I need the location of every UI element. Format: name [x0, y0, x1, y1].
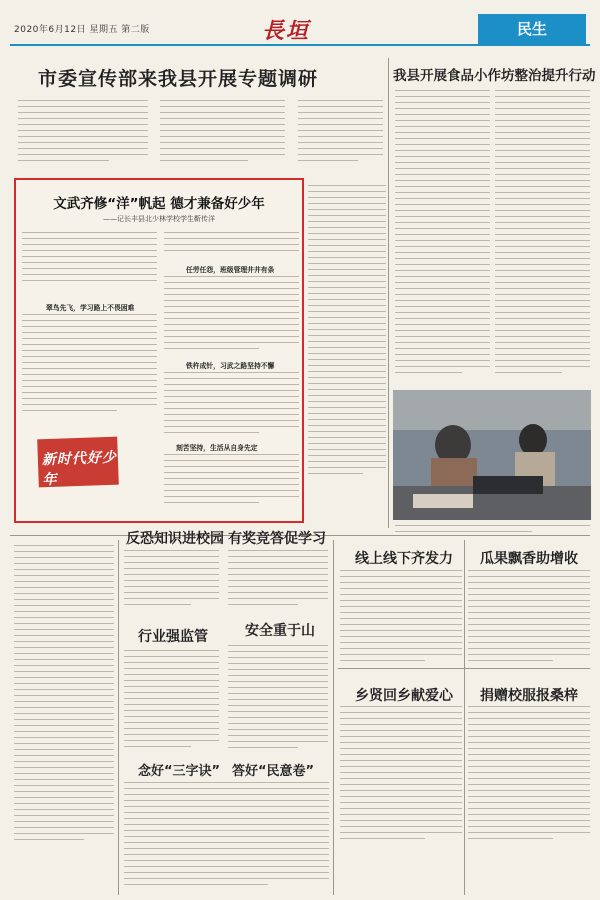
main-article-col3	[298, 100, 383, 166]
lower-divider-2	[333, 540, 334, 895]
village-worthies-text	[340, 706, 462, 844]
online-offline-text	[340, 570, 462, 666]
lower-divider-3	[464, 540, 465, 895]
article-title-village-worthies: 乡贤回乡献爱心	[355, 688, 453, 704]
main-article-col1	[18, 100, 148, 166]
article-title-public-opinion: 答好“民意卷”	[232, 764, 315, 779]
section-label: 民生	[478, 14, 586, 44]
feature-subhead-2: 任劳任怨，班级管理井井有条	[186, 266, 275, 274]
article-title-online-offline: 线上线下齐发力	[355, 551, 453, 567]
column-divider	[388, 58, 389, 528]
main-article-col3b	[308, 185, 386, 479]
article-title-fruit: 瓜果飘香助增收	[480, 551, 578, 567]
good-youth-stamp	[37, 437, 119, 488]
main-headline: 市委宣传部来我县开展专题调研	[38, 68, 319, 90]
right-article-col2	[495, 90, 590, 378]
issue-date: 2020年6月12日 星期五 第二版	[14, 25, 150, 35]
safety-text	[228, 645, 328, 753]
three-words-text	[124, 782, 329, 890]
sewing-workshop-photo	[393, 390, 591, 520]
article-title-three-words: 念好“三字诀”	[138, 764, 221, 779]
feature-subhead-1: 翠鸟先飞，学习路上不畏困难	[46, 304, 135, 312]
feature-col1-text	[22, 232, 157, 286]
header-rule	[10, 44, 590, 46]
feature-subhead-3: 铁杵成针，习武之路坚持不懈	[186, 362, 275, 370]
uniform-donation-text	[468, 706, 590, 844]
feature-subhead-4: 刻苦坚持，生活从自身先定	[176, 444, 258, 452]
article-title-uniform-donation: 捐赠校服报桑梓	[480, 688, 578, 704]
feature-col2-text4	[164, 454, 299, 508]
anti-terror-text	[124, 550, 219, 610]
article-title-safety: 安全重于山	[245, 623, 315, 639]
right-article-col1	[395, 90, 490, 378]
feature-col2-text3	[164, 372, 299, 438]
feature-title: 文武齐修“洋”帆起 德才兼备好少年	[53, 196, 265, 212]
masthead: 長垣	[262, 18, 311, 44]
feature-col2-text	[164, 232, 299, 256]
article-title-anti-terror: 反恐知识进校园	[126, 531, 224, 547]
fruit-text	[468, 570, 590, 666]
right-headline: 我县开展食品小作坊整治提升行动	[393, 68, 596, 84]
article-title-regulation: 行业强监管	[138, 629, 208, 645]
feature-subtitle: ——记长丰县北少林学校学生靳传洋	[103, 215, 215, 223]
feature-col2-text2	[164, 276, 299, 354]
regulation-text	[124, 650, 219, 752]
feature-col1-text2	[22, 314, 157, 416]
lower-col1	[14, 545, 114, 845]
stamp-text: 新时代好少年	[41, 449, 118, 489]
main-article-col2	[160, 100, 285, 166]
article-title-quiz: 有奖竞答促学习	[228, 531, 326, 547]
lower-divider-1	[118, 540, 119, 895]
featured-profile-box	[14, 178, 304, 523]
quiz-text	[228, 550, 328, 610]
page-header	[0, 0, 600, 48]
